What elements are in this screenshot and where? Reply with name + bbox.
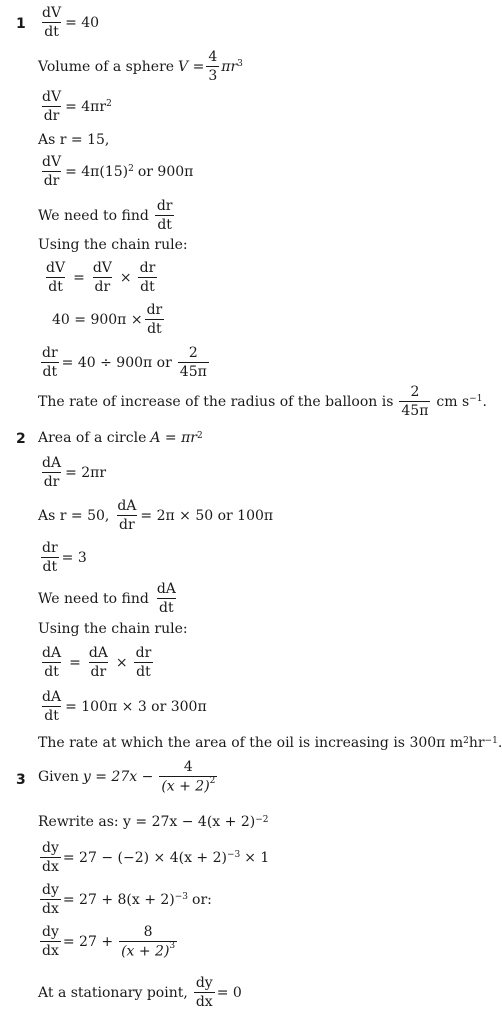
q2-as-r <box>38 499 273 532</box>
fraction-dA-dr <box>87 646 110 679</box>
rewrite-text: Rewrite as: y = 27x − 4(x + 2) <box>38 814 256 830</box>
numerator: dV <box>42 89 62 105</box>
need-find-text: We need to find <box>38 207 149 224</box>
fraction-2-45pi <box>399 385 430 418</box>
denominator: 45π <box>401 403 429 419</box>
drdt-rhs: = 3 <box>61 549 87 566</box>
question-number-3: 3 <box>16 772 26 788</box>
volume-rest: πr <box>221 58 238 75</box>
equals: = <box>69 654 81 671</box>
q1-forty-eq <box>52 303 166 336</box>
denominator: dt <box>44 664 59 680</box>
fraction-2-45pi <box>178 346 209 379</box>
denominator: dt <box>44 24 59 40</box>
denominator <box>159 776 217 794</box>
period: . <box>482 393 487 410</box>
q1-dVdr-15 <box>38 155 193 188</box>
fraction-dr-dt <box>40 541 60 574</box>
numerator: dA <box>156 581 176 597</box>
fraction-dy-dx <box>40 925 61 958</box>
q2-area-formula <box>38 431 203 445</box>
fraction-dr-dt <box>138 261 158 294</box>
volume-eq: V = <box>178 58 205 75</box>
denominator <box>119 941 177 959</box>
denominator: dt <box>157 217 172 233</box>
q3-rewrite <box>38 815 268 829</box>
numerator: dy <box>42 840 59 856</box>
conclusion-text: The rate of increase of the radius of the balloon is <box>38 393 394 410</box>
exponent: 3 <box>169 941 176 951</box>
exponent: 2 <box>209 776 216 786</box>
q3-stationary <box>38 976 242 1009</box>
denominator: dx <box>195 994 213 1010</box>
denominator: 3 <box>208 68 218 84</box>
numerator: 4 <box>208 49 218 65</box>
fraction-dV-dt <box>40 6 63 39</box>
numerator: 4 <box>183 759 193 775</box>
forty-eq: 40 = 900π × <box>52 311 143 328</box>
dadt-rhs: = 100π × 3 or 300π <box>65 698 207 715</box>
numerator: dV <box>46 260 66 276</box>
q2-chain-rule: Using the chain rule: <box>38 621 188 637</box>
fraction-dr-dt <box>155 199 175 232</box>
q1-drdt <box>38 346 211 379</box>
q2-drdt <box>38 541 87 574</box>
exponent: −1 <box>484 735 498 746</box>
units: cm s <box>436 393 470 410</box>
step2-end: or: <box>192 891 212 908</box>
numerator: dV <box>92 260 112 276</box>
q2-conclusion <box>38 736 502 750</box>
step2-rhs: = 27 + 8(x + 2) <box>62 891 175 908</box>
denominator: dt <box>159 600 174 616</box>
numerator: dy <box>195 975 213 991</box>
dadr-rhs: = 2πr <box>65 464 107 481</box>
q1-conclusion <box>38 385 487 418</box>
exponent: 2 <box>128 164 134 174</box>
denominator: dx <box>42 859 59 875</box>
question-number-2: 2 <box>16 431 26 447</box>
numerator: 2 <box>410 384 420 400</box>
fraction-dr-dt <box>134 646 154 679</box>
denominator: dt <box>147 321 162 337</box>
fraction-dA-dr <box>40 456 63 489</box>
denominator: dt <box>42 364 58 380</box>
den-text: (x + 2) <box>161 778 210 795</box>
q1-as-r: As r = 15, <box>38 132 110 148</box>
numerator: dA <box>88 645 108 661</box>
q3-step1 <box>38 841 269 874</box>
as-r-text: As r = 50, <box>38 507 110 524</box>
q2-dAdr <box>38 456 106 489</box>
q1-volume-formula <box>38 50 243 83</box>
fraction-dA-dt <box>155 582 178 615</box>
given-text: Given <box>38 768 79 785</box>
denominator: dx <box>42 943 59 960</box>
area-eq: A = πr <box>150 430 197 446</box>
numerator: dy <box>42 924 59 941</box>
dvdr15-rhs: = 4π(15) <box>65 163 129 180</box>
fraction-dr-dt <box>40 346 60 379</box>
dvdr-rhs: = 4πr <box>65 98 107 115</box>
fraction-dV-dr <box>40 155 63 188</box>
denominator: dr <box>43 474 60 490</box>
q2-chain-eq <box>38 646 155 679</box>
denominator: dt <box>48 279 63 295</box>
numerator: dA <box>117 498 137 514</box>
numerator: 2 <box>188 345 198 361</box>
fraction-4-3 <box>206 50 219 83</box>
exponent: −3 <box>174 892 189 902</box>
volume-text: Volume of a sphere <box>38 58 175 75</box>
exponent: 2 <box>197 430 203 441</box>
numerator: dr <box>42 540 58 556</box>
given-eq: y = 27x − <box>82 768 154 785</box>
exponent: 2 <box>106 99 112 109</box>
fraction-dA-dt <box>40 646 63 679</box>
denominator: dr <box>94 279 111 295</box>
denominator: dr <box>90 664 107 680</box>
stationary-rhs: = 0 <box>216 984 242 1001</box>
fraction-dA-dt <box>40 690 63 723</box>
fraction-dy-dx <box>194 976 215 1009</box>
fraction-dy-dx <box>40 841 61 874</box>
fraction-dA-dr <box>115 499 138 532</box>
denominator: dx <box>42 901 59 917</box>
fraction-dV-dr <box>40 90 63 123</box>
q1-need-find <box>38 199 176 232</box>
fraction-dy-dx <box>40 883 61 916</box>
fraction-dr-dt <box>145 303 165 336</box>
fraction-4-over-x2 <box>159 760 217 794</box>
q3-step3 <box>38 925 179 959</box>
exponent: −3 <box>226 850 241 860</box>
numerator: dV <box>42 5 62 21</box>
numerator: dr <box>139 260 156 276</box>
denominator: dr <box>43 173 60 189</box>
fraction-dV-dr <box>91 261 114 294</box>
numerator: dr <box>135 645 152 661</box>
q3-step2 <box>38 883 212 916</box>
exponent: −2 <box>255 814 269 825</box>
exponent: −1 <box>469 394 483 404</box>
numerator: dy <box>42 882 59 898</box>
numerator: dA <box>42 455 62 471</box>
times: × <box>119 269 132 286</box>
q2-need-find <box>38 582 180 615</box>
q1-chain-eq <box>42 261 159 294</box>
numerator: dA <box>42 645 62 661</box>
stationary-text: At a stationary point, <box>38 984 188 1001</box>
denominator: dr <box>119 517 135 533</box>
dvdr15-or: or 900π <box>137 163 194 180</box>
units-hr: hr <box>468 735 485 751</box>
denominator: dt <box>136 664 151 680</box>
area-text: Area of a circle <box>38 430 147 446</box>
step3-rhs: = 27 + <box>62 933 114 950</box>
step1-rhs: = 27 − (−2) × 4(x + 2) <box>62 849 227 866</box>
exponent: 2 <box>463 735 469 746</box>
numerator: dA <box>42 689 62 705</box>
numerator: dr <box>42 345 58 361</box>
drdt-rhs: = 40 ÷ 900π or <box>61 354 172 371</box>
given-rhs: = 40 <box>65 14 100 31</box>
step1-end: × 1 <box>244 849 270 866</box>
q2-dAdt <box>38 690 207 723</box>
equals: = <box>73 269 85 286</box>
denominator: dr <box>43 108 60 124</box>
need-find-text: We need to find <box>38 590 149 607</box>
denominator: 45π <box>179 364 207 380</box>
numerator: dV <box>42 154 62 170</box>
denominator: dt <box>42 559 58 575</box>
numerator: 8 <box>143 924 153 940</box>
den-text: (x + 2) <box>121 943 170 960</box>
q1-chain-rule: Using the chain rule: <box>38 237 188 253</box>
question-number-1: 1 <box>16 16 26 32</box>
times: × <box>115 654 128 671</box>
q3-given <box>38 760 219 794</box>
period: . <box>497 735 502 751</box>
numerator: dr <box>146 302 163 318</box>
conclusion-text: The rate at which the area of the oil is increasing is 300π m <box>38 735 464 751</box>
exponent: 3 <box>237 59 243 69</box>
numerator: dr <box>156 198 173 214</box>
fraction-dV-dt <box>44 261 67 294</box>
q1-dVdr <box>38 90 112 123</box>
q1-given <box>38 6 99 39</box>
fraction-8-over-x3 <box>119 925 177 959</box>
denominator: dt <box>140 279 155 295</box>
denominator: dt <box>44 708 59 724</box>
dadr50-rhs: = 2π × 50 or 100π <box>140 507 274 524</box>
